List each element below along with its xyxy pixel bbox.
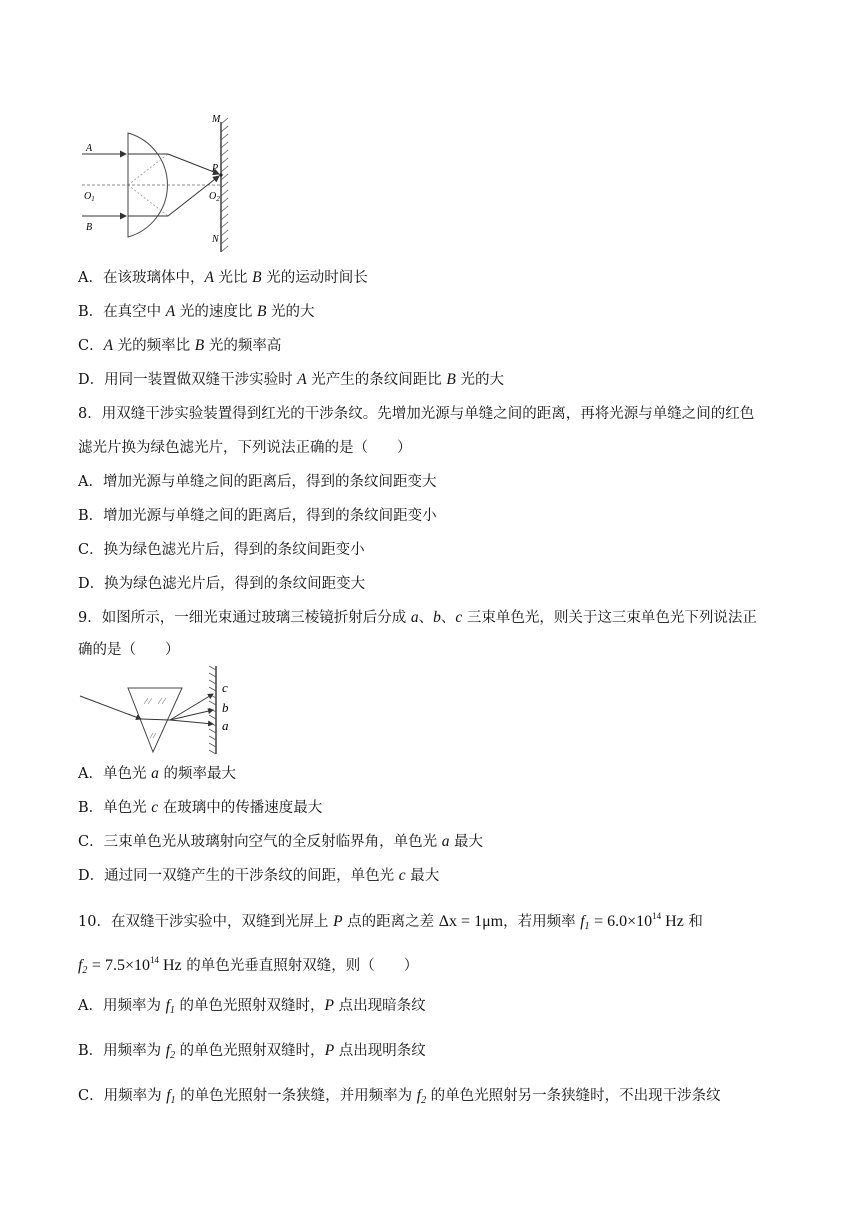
q10-stem-line2: $f_2 = 7.5\times 10^{14}$ Hz 的单色光垂直照射双缝，则（ ） — [78, 955, 419, 976]
q9-stem-line2: 确的是（ ） — [78, 642, 180, 658]
q8-stem-line1: 8．用双缝干涉实验装置得到红光的干涉条纹。先增加光源与单缝之间的距离，再将光源与单缝之间的红色 — [78, 406, 755, 422]
q7-option-d: D．用同一装置做双缝干涉实验时 A 光产生的条纹间距比 B 光的大 — [78, 371, 504, 388]
label-b: b — [222, 700, 229, 715]
label-M: M — [212, 114, 221, 125]
label-B: B — [86, 222, 93, 233]
q9-option-a: A．单色光 a 的频率最大 — [78, 765, 236, 782]
q8-stem-line2: 滤光片换为绿色滤光片，下列说法正确的是（ ） — [78, 440, 412, 456]
q8-option-d: D．换为绿色滤光片后，得到的条纹间距变大 — [78, 576, 366, 592]
q7-option-b: B．在真空中 A 光的速度比 B 光的大 — [78, 303, 315, 320]
q8-option-a: A．增加光源与单缝之间的距离后，得到的条纹间距变大 — [78, 474, 437, 490]
q9-option-b: B．单色光 c 在玻璃中的传播速度最大 — [78, 799, 323, 816]
q9-stem-line1: 9．如图所示，一细光束通过玻璃三棱镜折射后分成 a、b、c 三束单色光，则关于这三束单色光下列说法正 — [78, 609, 757, 626]
q10-stem-line1: 10．在双缝干涉实验中，双缝到光屏上 P 点的距离之差 Δx = 1μm，若用频率 $f_1 = 6.0\times 10^{14}$ Hz 和 — [78, 911, 703, 932]
delta-x-expression: Δx = 1μm — [438, 913, 504, 930]
label-N: N — [212, 234, 219, 245]
q7-option-c: C．A 光的频率比 B 光的频率高 — [78, 337, 282, 354]
q10-option-a: A．用频率为 $f_1$ 的单色光照射双缝时，P 点出现暗条纹 — [78, 997, 426, 1016]
q7-option-a: A．在该玻璃体中，A 光比 B 光的运动时间长 — [78, 269, 368, 286]
q9-option-c: C．三束单色光从玻璃射向空气的全反射临界角，单色光 a 最大 — [78, 833, 484, 850]
q10-option-b: B．用频率为 $f_2$ 的单色光照射双缝时，P 点出现明条纹 — [78, 1042, 426, 1061]
label-O2: $O_2$ — [209, 191, 220, 203]
q9-option-d: D．通过同一双缝产生的干涉条纹的间距，单色光 c 最大 — [78, 867, 440, 884]
label-O1: $O_1$ — [84, 191, 95, 203]
label-c: c — [222, 680, 228, 695]
label-a: a — [222, 718, 229, 733]
label-P: P — [212, 163, 219, 174]
q10-option-c: C．用频率为 $f_1$ 的单色光照射一条狭缝，并用频率为 $f_2$ 的单色光照射另一条狭缝时，不出现干涉条纹 — [78, 1087, 721, 1106]
prism-figure — [78, 664, 248, 759]
semicircle-glass-figure — [78, 110, 238, 260]
q8-option-c: C．换为绿色滤光片后，得到的条纹间距变小 — [78, 542, 365, 558]
label-A: A — [86, 143, 93, 154]
q8-option-b: B．增加光源与单缝之间的距离后，得到的条纹间距变小 — [78, 508, 437, 524]
